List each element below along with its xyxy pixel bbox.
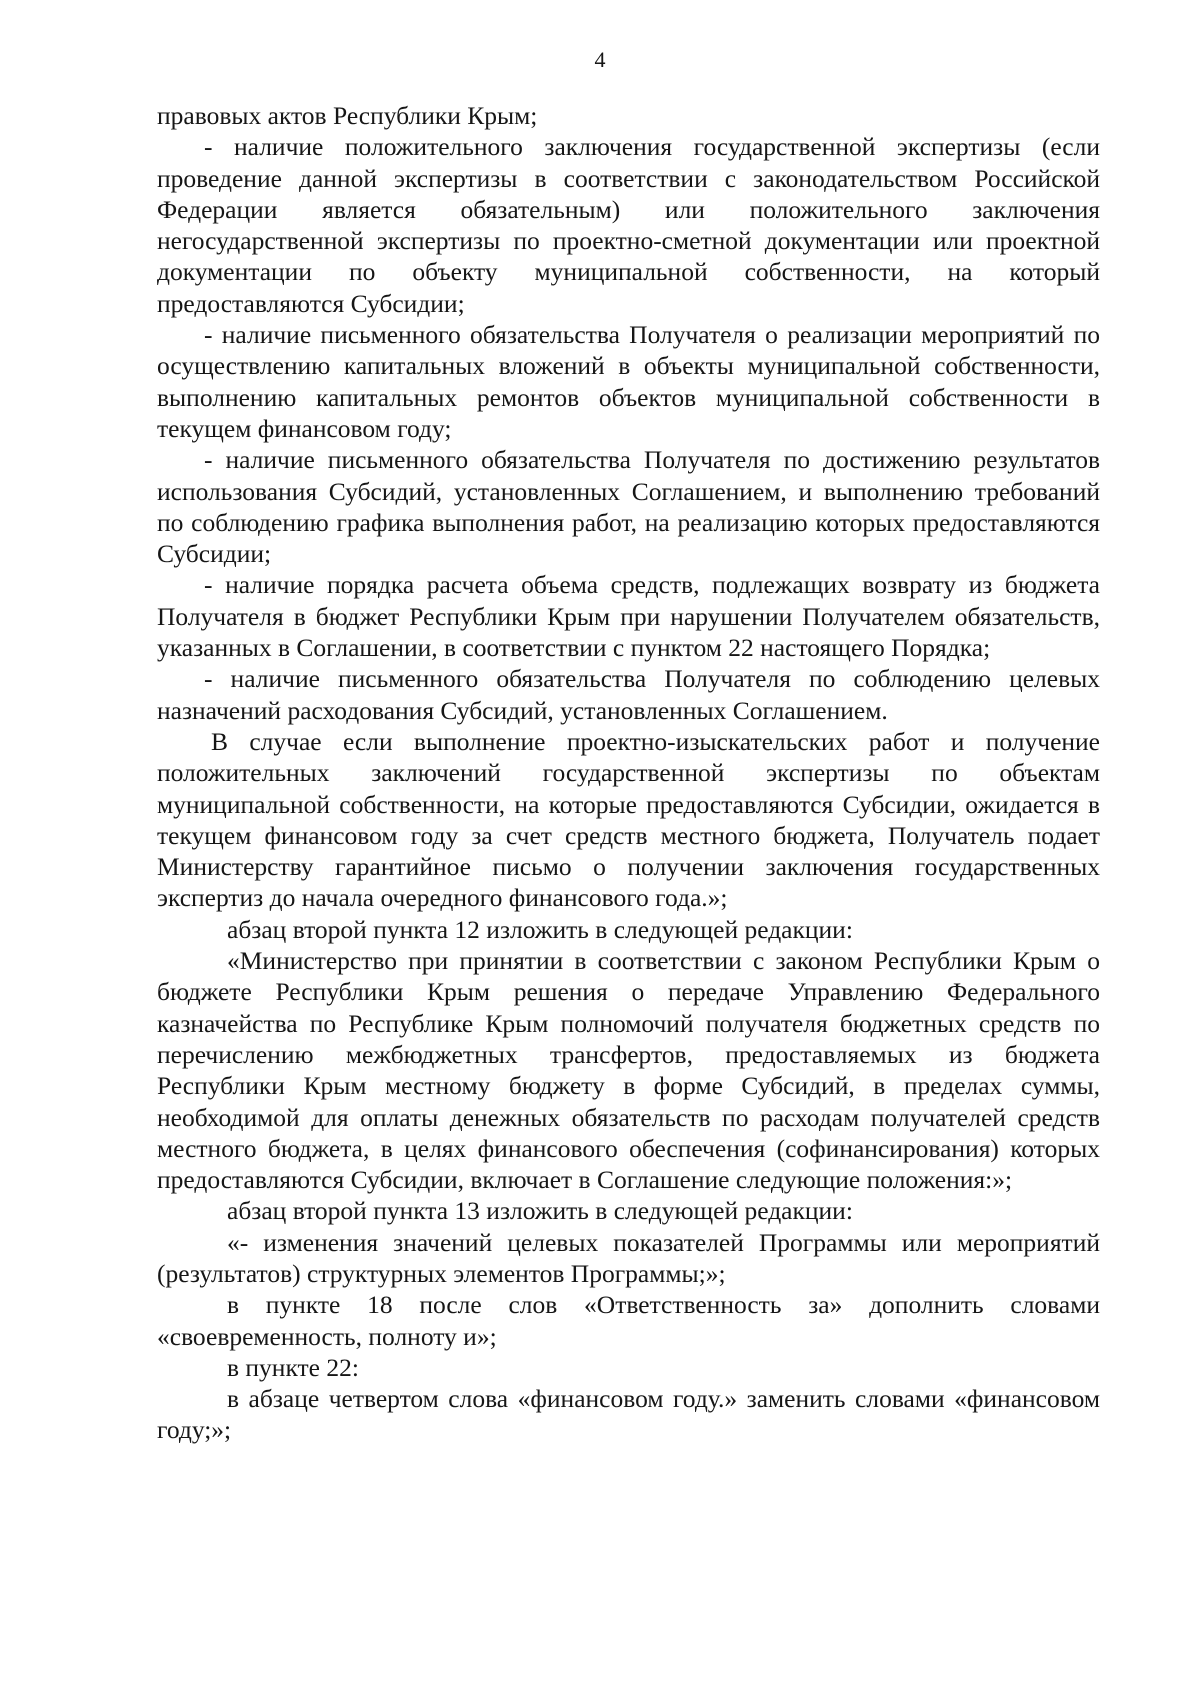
paragraph-item-22: в пункте 22:	[227, 1352, 359, 1382]
paragraph-guarantee-letter: В случае если выполнение проектно-изыскательских работ и получение положительных заключений государственной экспертизы по объектам муниципальной собственности, на которые предоставляются Субсидии, ожидается в текущем финансовом году за счет средств местного бюджета, Получатель подает Министерству гарантийное письмо о получении заключения государственных экспертиз до начала очередного финансового года.»;	[157, 726, 1100, 913]
paragraph-ministry-provisions: «Министерство при принятии в соответствии с законом Республики Крым о бюджете Республики Крым решения о передаче Управлению Федерального казначейства по Республике Крым полномочий получателя бюджетных средств по перечислению межбюджетных трансфертов, предоставляемых из бюджета Республики Крым местному бюджету в форме Субсидий, в пределах суммы, необходимой для оплаты денежных обязательств по расходам получателей средств местного бюджета, в целях финансового обеспечения (софинансирования) которых предоставляются Субсидии, включает в Соглашение следующие положения:»;	[157, 946, 1100, 1195]
paragraph-continuation: правовых актов Республики Крым;	[157, 101, 538, 130]
paragraph-fourth-subparagraph: в абзаце четвертом слова «финансовом году.» заменить словами «финансовом году;»;	[157, 1384, 1100, 1445]
paragraph-amend-item-13: абзац второй пункта 13 изложить в следующей редакции:	[227, 1196, 853, 1226]
document-body	[157, 100, 1100, 1446]
list-item-results: - наличие письменного обязательства Получателя по достижению результатов использования Субсидий, установленных Соглашением, и выполнению требований по соблюдению графика выполнения работ, на реализацию которых предоставляются Субсидии;	[157, 445, 1100, 569]
paragraph-indicator-changes: «- изменения значений целевых показателей Программы или мероприятий (результатов) структурных элементов Программы;»;	[157, 1227, 1100, 1288]
page-number: 4	[594, 47, 606, 72]
list-item-refund-procedure: - наличие порядка расчета объема средств, подлежащих возврату из бюджета Получателя в бюджет Республики Крым при нарушении Получателем обязательств, указанных в Соглашении, в соответствии с пунктом 22 настоящего Порядка;	[157, 570, 1100, 663]
list-item-capital-investments: - наличие письменного обязательства Получателя о реализации мероприятий по осуществлению капитальных вложений в объекты муниципальной собственности, выполнению капитальных ремонтов объектов муниципальной собственности в текущем финансовом году;	[157, 320, 1100, 443]
list-item-target-purposes: - наличие письменного обязательства Получателя по соблюдению целевых назначений расходования Субсидий, установленных Соглашением.	[157, 664, 1100, 725]
paragraph-amend-item-12: абзац второй пункта 12 изложить в следующей редакции:	[227, 914, 853, 944]
paragraph-item-18: в пункте 18 после слов «Ответственность за» дополнить словами «своевременность, полноту и»;	[157, 1290, 1100, 1351]
list-item-expertise: - наличие положительного заключения государственной экспертизы (если проведение данной экспертизы в соответствии с законодательством Российской Федерации является обязательным) или положительного заключения негосударственной экспертизы по проектно-сметной документации или проектной документации по объекту муниципальной собственности, на который предоставляются Субсидии;	[157, 132, 1100, 318]
